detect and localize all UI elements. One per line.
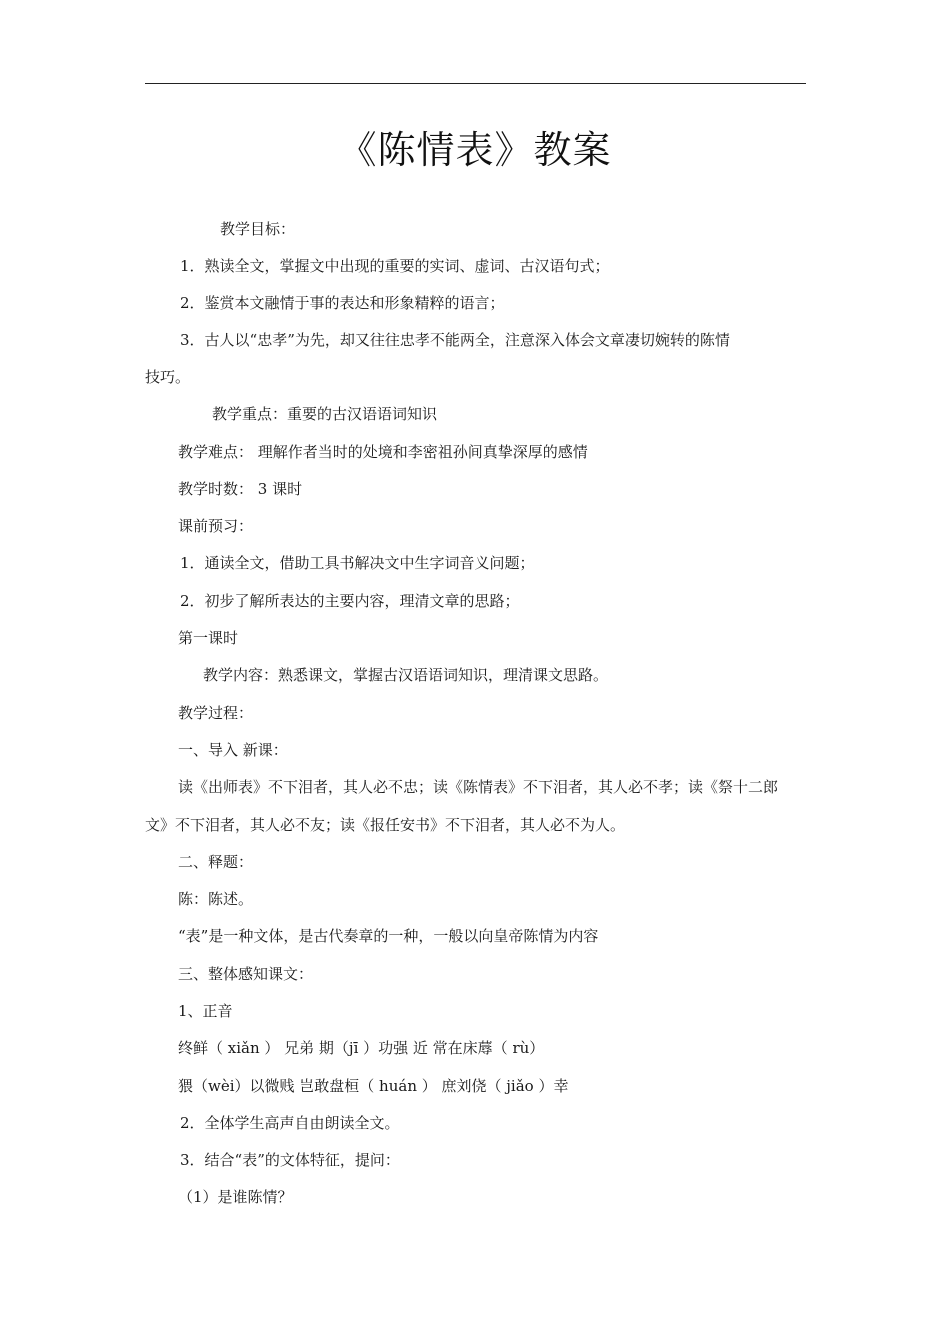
question-1: （1）是谁陈情？ (178, 1188, 293, 1206)
header-rule (145, 83, 806, 84)
teaching-hours: 教学时数： 3 课时 (178, 480, 303, 498)
pronunciation-line-1: 终鲜（ xiǎn ） 兄弟 期（jī ）功强 近 常在床蓐（ rù） (178, 1039, 545, 1057)
reading-aloud-item: 2．全体学生高声自由朗读全文。 (180, 1114, 400, 1132)
step-overall-perception: 三、整体感知课文： (178, 965, 314, 983)
preview-item-1: 1．通读全文，借助工具书解决文中生字词音义问题； (180, 554, 535, 572)
introduction-text-continued: 文》不下泪者，其人必不友；读《报任安书》不下泪者，其人必不为人。 (145, 816, 626, 834)
step-introduction: 一、导入 新课： (178, 741, 288, 759)
title-explanation-chen: 陈：陈述。 (178, 890, 254, 908)
document-title: 《陈情表》教案 (338, 128, 612, 172)
goal-item-2: 2．鉴赏本文融情于事的表达和形象精粹的语言； (180, 294, 505, 312)
introduction-text: 读《出师表》不下泪者，其人必不忠；读《陈情表》不下泪者，其人必不孝；读《祭十二郎 (178, 778, 779, 796)
section-teaching-process: 教学过程： (178, 704, 254, 722)
step-title-explanation: 二、释题： (178, 853, 254, 871)
section-teaching-goals: 教学目标： (220, 220, 296, 238)
teaching-content: 教学内容：熟悉课文，掌握古汉语语词知识，理清课文思路。 (203, 666, 609, 684)
pronunciation-heading: 1、正音 (178, 1002, 233, 1020)
goal-item-1: 1．熟读全文，掌握文中出现的重要的实词、虚词、古汉语句式； (180, 257, 610, 275)
title-explanation-biao: “表”是一种文体，是古代奏章的一种，一般以向皇帝陈情为内容 (178, 927, 599, 945)
teaching-difficulty: 教学难点： 理解作者当时的处境和李密祖孙间真挚深厚的感情 (178, 443, 588, 461)
section-preview: 课前预习： (178, 517, 254, 535)
question-prompt-item: 3．结合“表”的文体特征，提问： (180, 1151, 400, 1169)
pronunciation-line-2: 猥（wèi）以微贱 岂敢盘桓（ huán ） 庶刘侥（ jiǎo ）幸 (178, 1077, 569, 1095)
lesson-heading: 第一课时 (178, 629, 239, 647)
goal-item-3: 3．古人以“忠孝”为先，却又往往忠孝不能两全，注意深入体会文章凄切婉转的陈情 (180, 331, 730, 349)
goal-item-3-continued: 技巧。 (145, 368, 191, 386)
preview-item-2: 2．初步了解所表达的主要内容，理清文章的思路； (180, 592, 520, 610)
teaching-focus: 教学重点：重要的古汉语语词知识 (212, 405, 438, 423)
